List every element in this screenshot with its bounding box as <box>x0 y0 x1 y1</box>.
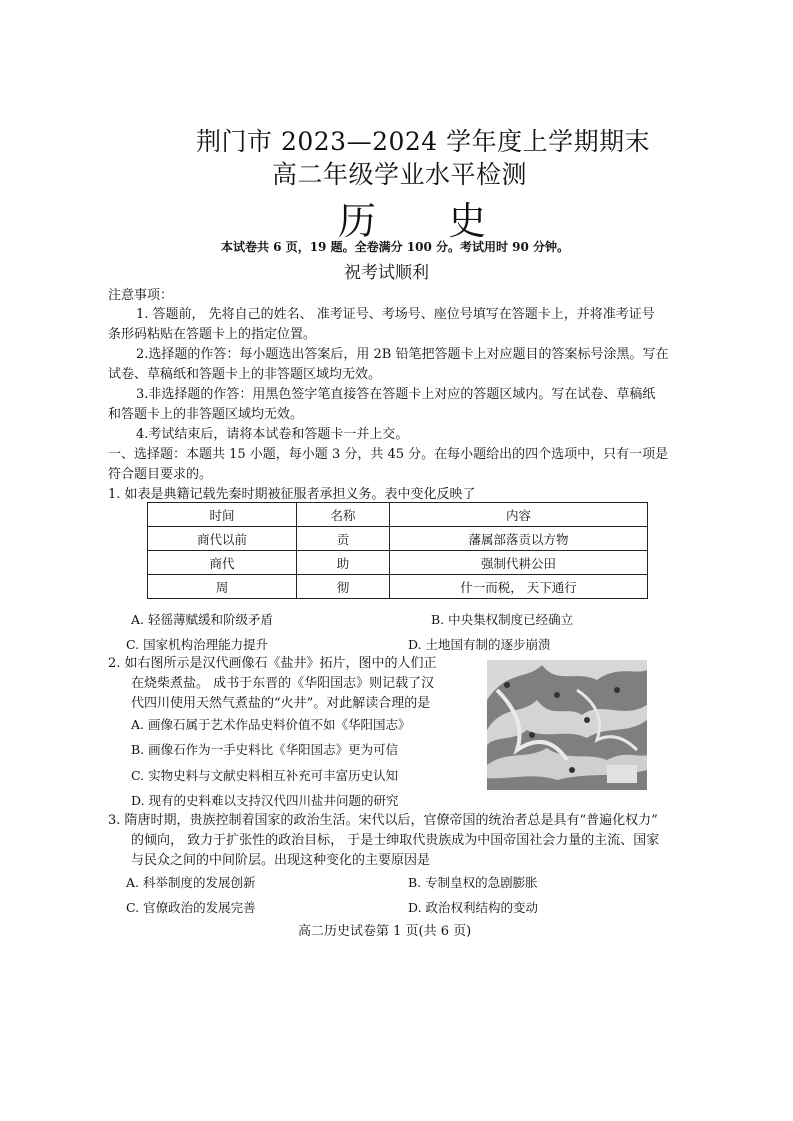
question-2-option-b: B. 画像石作为一手史料比《华阳国志》更为可信 <box>131 742 399 757</box>
page-footer: 高二历史试卷第 1 页(共 6 页) <box>298 924 472 939</box>
question-1-option-c: C. 国家机构治理能力提升 <box>126 637 269 652</box>
notice-heading: 注意事项： <box>108 288 174 303</box>
question-1-table <box>147 502 648 599</box>
question-1-stem: 1. 如表是典籍记载先秦时期被征服者承担义务。表中变化反映了 <box>108 487 476 502</box>
table-header-cell: 名称 <box>297 503 390 527</box>
question-2-option-d: D. 现有的史料难以支持汉代四川盐井问题的研究 <box>131 793 399 808</box>
table-cell: 藩属部落贡以方物 <box>390 527 648 551</box>
section-1-instructions-line2: 符合题目要求的。 <box>108 467 213 482</box>
table-row <box>148 575 648 599</box>
question-3-stem-line1: 3. 隋唐时期，贵族控制着国家的政治生活。宋代以后，官僚帝国的统治者总是具有“普遍化权力” <box>108 813 658 828</box>
question-2-stem-line3: 代四川使用天然气煮盐的“火井”。对此解读合理的是 <box>131 696 431 711</box>
notice-item-1-line2: 条形码粘贴在答题卡上的指定位置。 <box>108 327 317 342</box>
exam-title-line2: 高二年级学业水平检测 <box>272 160 528 189</box>
table-cell: 贡 <box>297 527 390 551</box>
notice-item-4: 4.考试结束后，请将本试卷和答题卡一并上交。 <box>136 427 409 442</box>
exam-info: 本试卷共 6 页，19 题。全卷满分 100 分。考试用时 90 分钟。 <box>221 240 570 254</box>
wish-text: 祝考试顺利 <box>344 263 429 283</box>
question-3-option-a: A. 科举制度的发展创新 <box>126 875 256 890</box>
table-header-cell: 内容 <box>390 503 648 527</box>
question-2-option-a: A. 画像石属于艺术作品史料价值不如《华阳国志》 <box>131 717 411 732</box>
table-cell: 强制代耕公田 <box>390 551 648 575</box>
exam-title-line1: 荆门市 2023—2024 学年度上学期期末 <box>196 127 651 156</box>
notice-item-2-line1: 2.选择题的作答：每小题选出答案后，用 2B 铅笔把答题卡上对应题目的答案标号涂黑。写在 <box>136 347 669 362</box>
notice-item-3-line2: 和答题卡上的非答题区域均无效。 <box>108 407 304 422</box>
table-cell: 什一而税， 天下通行 <box>390 575 648 599</box>
question-1-option-b: B. 中央集权制度已经确立 <box>431 612 574 627</box>
section-1-instructions-line1: 一、选择题：本题共 15 小题，每小题 3 分，共 45 分。在每小题给出的四个选项中，只有一项是 <box>108 447 669 462</box>
question-3-stem-line3: 与民众之间的中间阶层。出现这种变化的主要原因是 <box>131 853 431 868</box>
table-cell: 彻 <box>297 575 390 599</box>
question-3-stem-line2: 的倾向， 致力于扩张性的政治目标， 于是士绅取代贵族成为中国帝国社会力量的主流、国家 <box>131 833 660 848</box>
subject-title: 历 史 <box>338 199 517 243</box>
table-cell: 商代以前 <box>148 527 297 551</box>
table-row <box>148 551 648 575</box>
question-3-option-b: B. 专制皇权的急剧膨胀 <box>408 875 538 890</box>
table-header-row <box>148 503 648 527</box>
table-header-cell: 时间 <box>148 503 297 527</box>
salt-well-rubbing-illustration <box>487 660 647 790</box>
question-2-stem-line1: 2. 如右图所示是汉代画像石《盐井》拓片，图中的人们正 <box>108 656 437 671</box>
question-3-option-c: C. 官僚政治的发展完善 <box>126 900 256 915</box>
table-cell: 周 <box>148 575 297 599</box>
salt-well-rubbing-image <box>487 660 647 790</box>
question-1-option-d: D. 土地国有制的逐步崩溃 <box>408 637 551 652</box>
table-cell: 助 <box>297 551 390 575</box>
question-3-option-d: D. 政治权利结构的变动 <box>408 900 539 915</box>
notice-item-1-line1: 1. 答题前， 先将自己的姓名、 准考证号、考场号、座位号填写在答题卡上，并将准考证号 <box>136 307 655 322</box>
notice-item-3-line1: 3.非选择题的作答：用黑色签字笔直接答在答题卡上对应的答题区域内。写在试卷、草稿纸 <box>136 387 656 402</box>
question-2-option-c: C. 实物史料与文献史料相互补充可丰富历史认知 <box>131 768 399 783</box>
table-row <box>148 527 648 551</box>
question-1-option-a: A. 轻徭薄赋缓和阶级矛盾 <box>131 612 273 627</box>
table-cell: 商代 <box>148 551 297 575</box>
question-2-stem-line2: 在烧柴煮盐。 成书于东晋的《华阳国志》则记载了汉 <box>131 676 435 691</box>
notice-item-2-line2: 试卷、草稿纸和答题卡上的非答题区域均无效。 <box>108 367 382 382</box>
